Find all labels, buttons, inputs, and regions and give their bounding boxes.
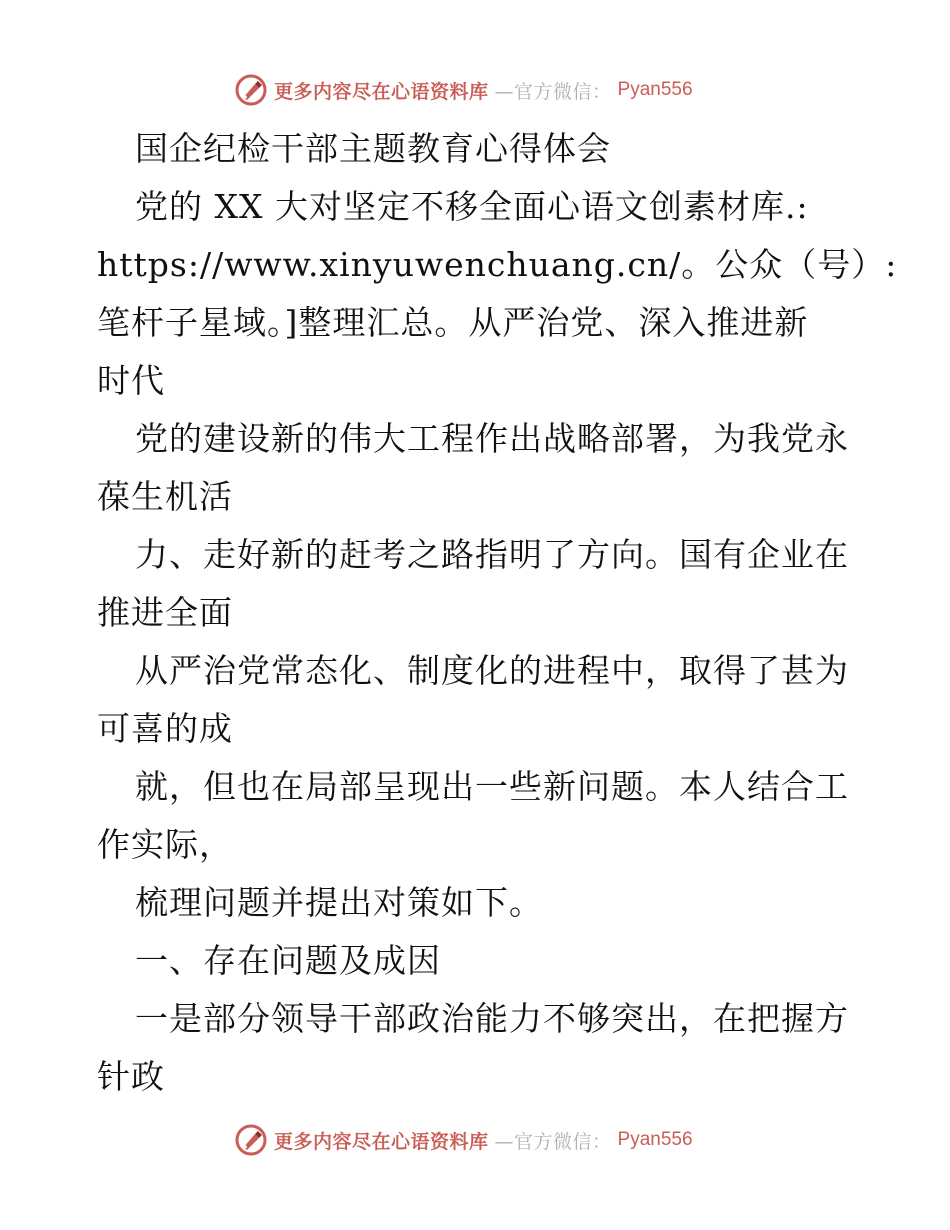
paragraph-line: 一是部分领导干部政治能力不够突出，在把握方 (135, 999, 849, 1038)
header-watermark (234, 72, 693, 108)
pen-logo-icon (234, 73, 268, 107)
paragraph-line: 力、走好新的赶考之路指明了方向。国有企业在 (135, 535, 849, 574)
paragraph-line: 时代 (97, 361, 165, 400)
paragraph-line: 从严治党常态化、制度化的进程中，取得了甚为 (135, 651, 849, 690)
paragraph-line: 针政 (97, 1057, 165, 1096)
watermark-id: Pyan556 (617, 1129, 693, 1150)
document-title: 国企纪检干部主题教育心得体会 (135, 129, 611, 168)
watermark-separator: —官方微信： (494, 80, 612, 103)
paragraph-line: 笔杆子星域。]整理汇总。从严治党、深入推进新 (97, 303, 809, 342)
paragraph-line: 就，但也在局部呈现出一些新问题。本人结合工 (135, 767, 849, 806)
paragraph-line: https://www.xinyuwenchuang.cn/。公众（号）: (97, 245, 898, 284)
pen-logo-icon (234, 1123, 268, 1157)
paragraph-line: 推进全面 (97, 593, 233, 632)
section-heading: 一、存在问题及成因 (135, 941, 441, 980)
document-body (97, 120, 897, 1106)
paragraph-line: 作实际， (97, 825, 233, 864)
paragraph-line: 梳理问题并提出对策如下。 (135, 883, 543, 922)
watermark-id: Pyan556 (617, 79, 693, 100)
watermark-text: 更多内容尽在心语资料库 (274, 80, 489, 103)
paragraph-line: 党的 XX 大对坚定不移全面心语文创素材库.: (135, 187, 809, 226)
watermark-separator: —官方微信： (494, 1130, 612, 1153)
footer-watermark (234, 1122, 693, 1158)
paragraph-line: 可喜的成 (97, 709, 233, 748)
paragraph-line: 党的建设新的伟大工程作出战略部署，为我党永 (135, 419, 849, 458)
paragraph-line: 葆生机活 (97, 477, 233, 516)
watermark-text: 更多内容尽在心语资料库 (274, 1130, 489, 1153)
